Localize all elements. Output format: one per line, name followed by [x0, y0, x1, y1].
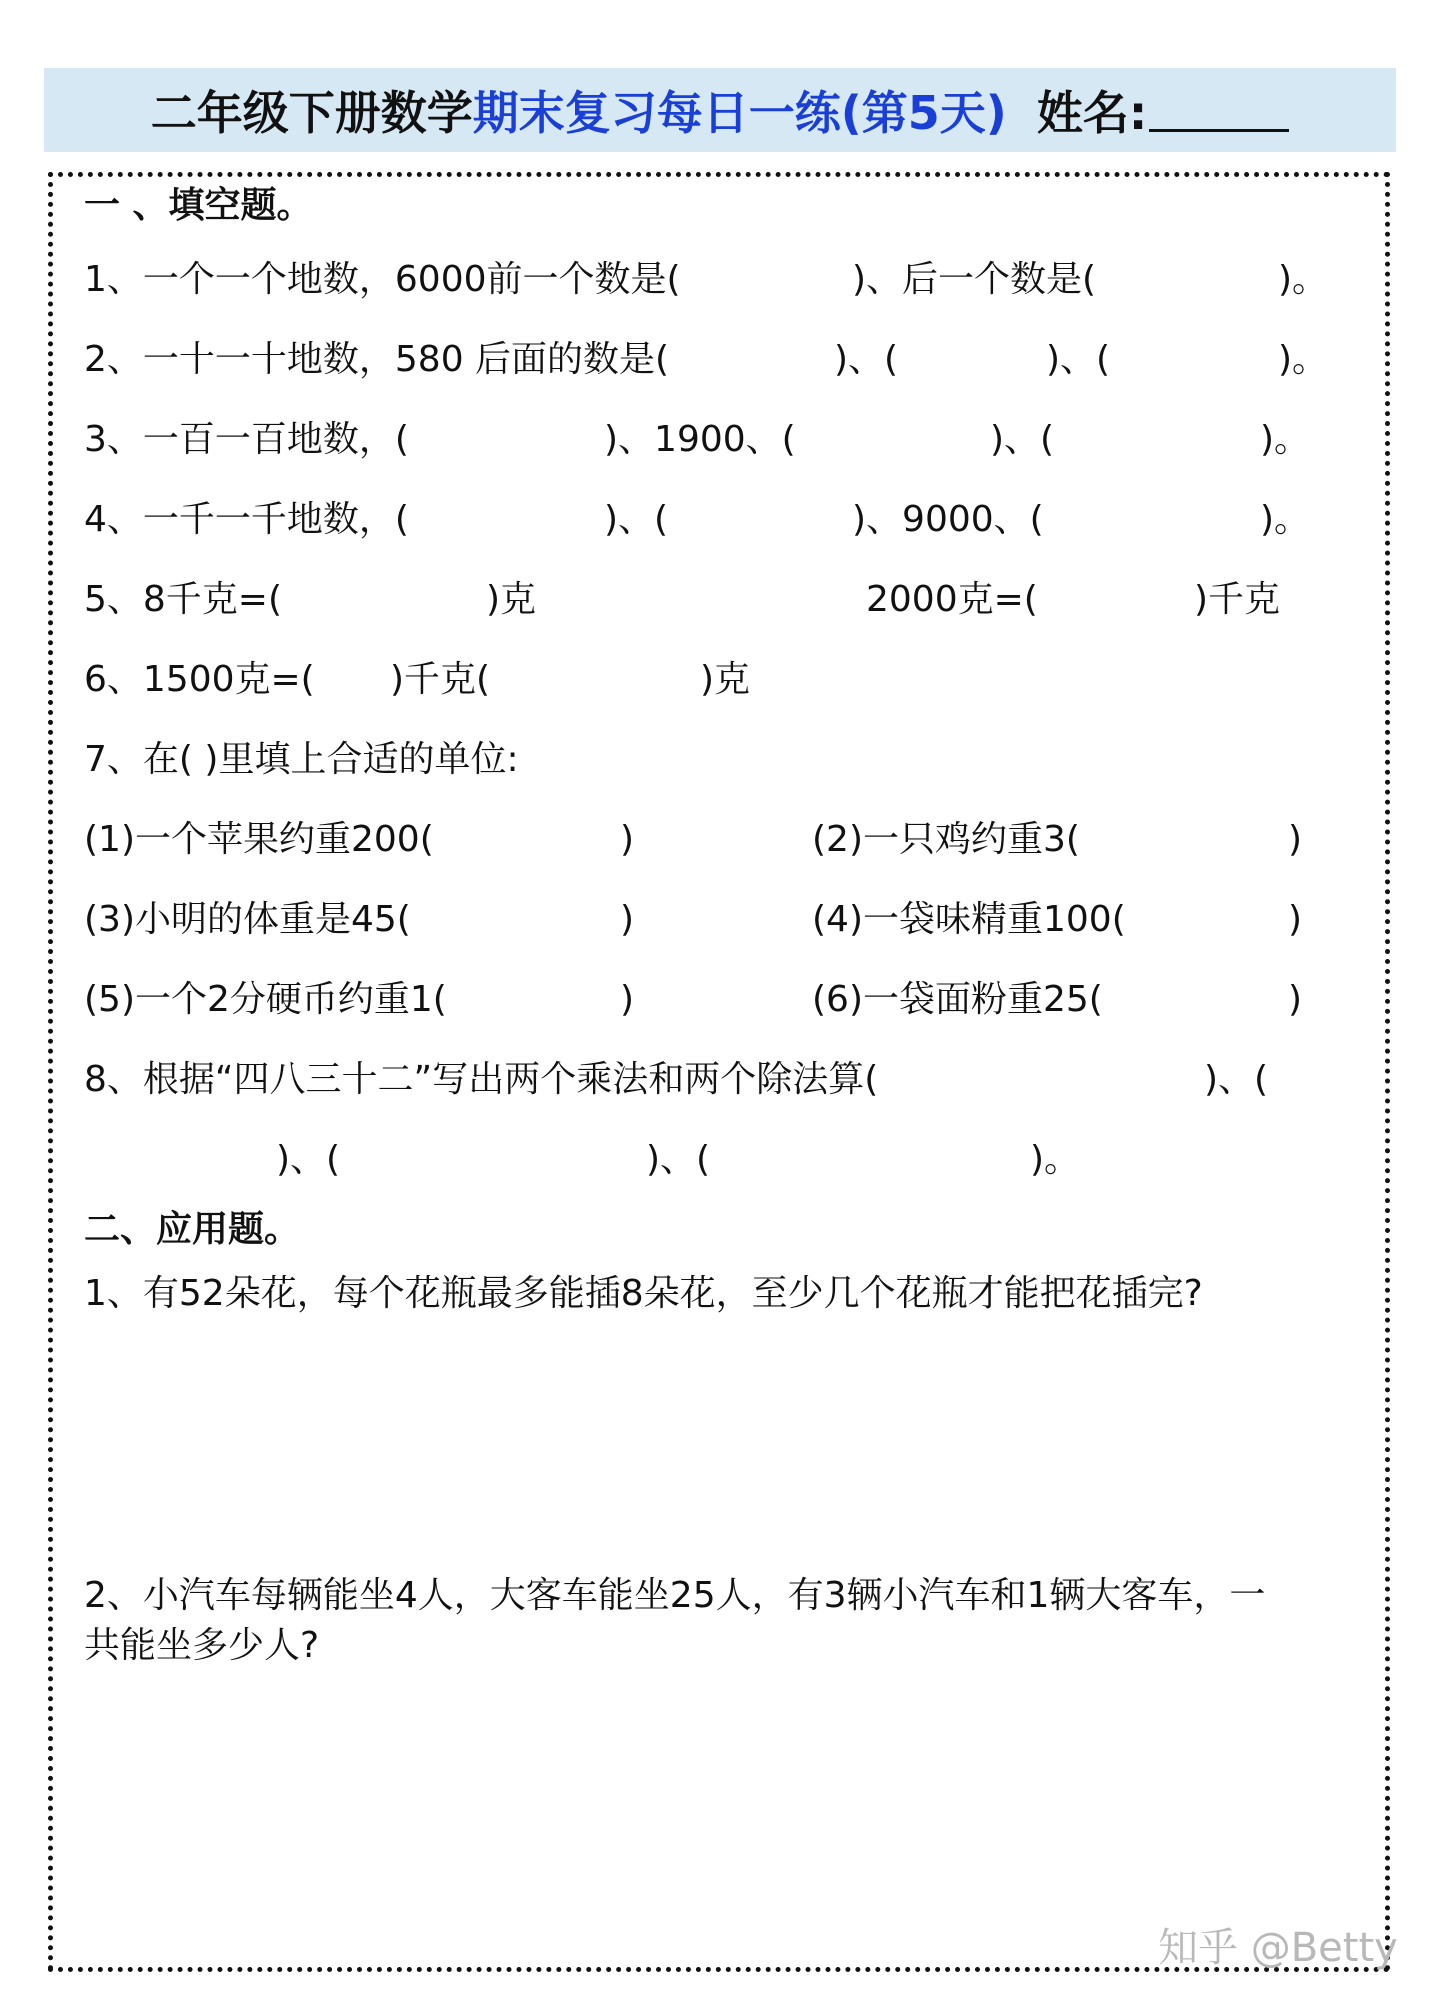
q7-item-4: (4)一袋味精重100(	[812, 899, 1126, 940]
q8-text-b: )、(	[1204, 1059, 1269, 1100]
q6-text-b: )千克(	[390, 659, 491, 700]
q4-text-d: )。	[1260, 499, 1311, 540]
problem-1: 1、有52朵花，每个花瓶最多能插8朵花，至少几个花瓶才能把花插完?	[84, 1273, 1203, 1314]
q4-text-c: )、9000、(	[852, 499, 1044, 540]
q5-text-a: 5、8千克=(	[84, 579, 283, 620]
q1-text-b: )、后一个数是(	[852, 259, 1097, 300]
name-blank[interactable]	[1149, 89, 1289, 132]
q4-text-b: )、(	[604, 499, 669, 540]
q6-text-c: )克	[700, 659, 751, 700]
q5-text-c: 2000克=(	[866, 579, 1038, 620]
section1-title: 一 、填空题。	[84, 185, 313, 226]
title-review: 期末复习每日一练(第5天)	[472, 86, 1007, 140]
q3-text-a: 3、一百一百地数，(	[84, 419, 409, 460]
q7-item-3: (3)小明的体重是45(	[84, 899, 411, 940]
worksheet-title-bar	[44, 68, 1396, 152]
q6-text-a: 6、1500克=(	[84, 659, 315, 700]
q7-item-1: (1)一个苹果约重200(	[84, 819, 434, 860]
q1-text-c: )。	[1278, 259, 1329, 300]
title-grade: 二年级下册数学	[150, 86, 473, 140]
q7-item-3-close: )	[620, 899, 635, 940]
q3-text-b: )、1900、(	[604, 419, 796, 460]
q8-text-e: )。	[1030, 1139, 1081, 1180]
q7-item-2-close: )	[1288, 819, 1303, 860]
q8-text-a: 8、根据“四八三十二”写出两个乘法和两个除法算(	[84, 1059, 879, 1100]
q1-text-a: 1、一个一个地数，6000前一个数是(	[84, 259, 681, 300]
q7-item-5-close: )	[620, 979, 635, 1020]
q8-text-c: )、(	[276, 1139, 341, 1180]
name-label: 姓名:	[1036, 86, 1148, 140]
q8-text-d: )、(	[646, 1139, 711, 1180]
q4-text-a: 4、一千一千地数，(	[84, 499, 409, 540]
q2-text-d: )。	[1278, 339, 1329, 380]
watermark: 知乎 @Betty	[1158, 1925, 1398, 1971]
q7-item-5: (5)一个2分硬币约重1(	[84, 979, 447, 1020]
problem-2-line-2: 共能坐多少人?	[84, 1625, 320, 1666]
q3-text-c: )、(	[990, 419, 1055, 460]
q5-text-d: )千克	[1194, 579, 1281, 620]
q2-text-c: )、(	[1046, 339, 1111, 380]
q7-item-2: (2)一只鸡约重3(	[812, 819, 1080, 860]
q7-item-4-close: )	[1288, 899, 1303, 940]
problem-2-line-1: 2、小汽车每辆能坐4人，大客车能坐25人，有3辆小汽车和1辆大客车，一	[84, 1575, 1266, 1616]
section2-title: 二、应用题。	[84, 1209, 301, 1250]
q3-text-d: )。	[1260, 419, 1311, 460]
q7-item-6-close: )	[1288, 979, 1303, 1020]
q2-text-b: )、(	[834, 339, 899, 380]
q7-title: 7、在( )里填上合适的单位:	[84, 739, 519, 780]
q5-text-b: )克	[486, 579, 537, 620]
q2-text-a: 2、一十一十地数，580 后面的数是(	[84, 339, 670, 380]
q7-item-1-close: )	[620, 819, 635, 860]
q7-item-6: (6)一袋面粉重25(	[812, 979, 1103, 1020]
